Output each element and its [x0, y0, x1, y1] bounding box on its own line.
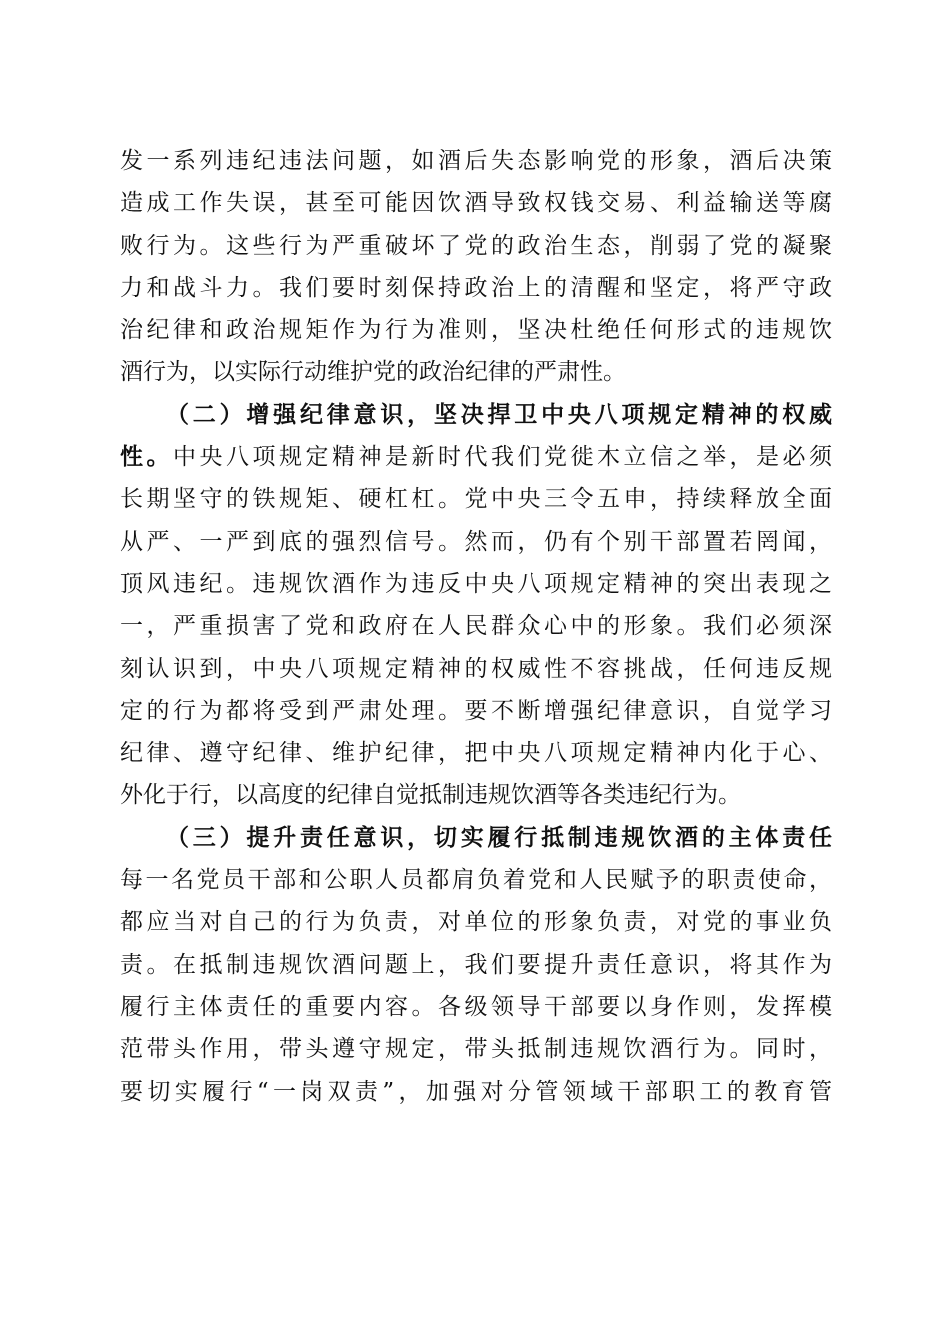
- paragraph-line: 败行为。这些行为严重破坏了党的政治生态，削弱了党的凝聚: [120, 232, 832, 259]
- section-heading-3: （三）提升责任意识，切实履行抵制违规饮酒的主体责任: [166, 823, 832, 851]
- document-body: [120, 140, 832, 1113]
- paragraph-line: 履行主体责任的重要内容。各级领导干部要以身作则，发挥模: [120, 993, 832, 1020]
- paragraph-line: 刻认识到，中央八项规定精神的权威性不容挑战，任何违反规: [120, 655, 832, 682]
- paragraph-line: 发一系列违纪违法问题，如酒后失态影响党的形象，酒后决策: [120, 148, 832, 174]
- paragraph-line: 纪律、遵守纪律、维护纪律，把中央八项规定精神内化于心、: [120, 740, 832, 767]
- paragraph-line: 都应当对自己的行为负责，对单位的形象负责，对党的事业负: [120, 909, 832, 936]
- section-heading-2-end: 性。: [120, 443, 173, 471]
- paragraph-line: 治纪律和政治规矩作为行为准则，坚决杜绝任何形式的违规饮: [120, 317, 832, 344]
- paragraph-text: 中央八项规定精神是新时代我们党徙木立信之举，是必须: [173, 444, 832, 471]
- paragraph-line: [120, 436, 832, 478]
- paragraph-line: 每一名党员干部和公职人员都肩负着党和人民赋予的职责使命，: [120, 867, 832, 894]
- paragraph-line: 顶风违纪。违规饮酒作为违反中央八项规定精神的突出表现之: [120, 570, 832, 597]
- paragraph-line: 责。在抵制违规饮酒问题上，我们要提升责任意识，将其作为: [120, 951, 832, 978]
- paragraph-line: 长期坚守的铁规矩、硬杠杠。党中央三令五申，持续释放全面: [120, 486, 832, 513]
- paragraph-line: 酒行为，以实际行动维护党的政治纪律的严肃性。: [120, 359, 626, 386]
- paragraph-line: 外化于行，以高度的纪律自觉抵制违规饮酒等各类违纪行为。: [120, 782, 741, 809]
- section-heading-2: （二）增强纪律意识，坚决捍卫中央八项规定精神的权威: [166, 400, 832, 428]
- paragraph-line: 范带头作用，带头遵守规定，带头抵制违规饮酒行为。同时，: [120, 1036, 832, 1063]
- paragraph-line: 力和战斗力。我们要时刻保持政治上的清醒和坚定，将严守政: [120, 274, 832, 301]
- paragraph-line: 造成工作失误，甚至可能因饮酒导致权钱交易、利益输送等腐: [120, 190, 832, 217]
- paragraph-line: 要切实履行“一岗双责”，加强对分管领域干部职工的教育管: [120, 1078, 832, 1105]
- paragraph-line: 从严、一严到底的强烈信号。然而，仍有个别干部置若罔闻，: [120, 528, 832, 555]
- paragraph-line: 定的行为都将受到严肃处理。要不断增强纪律意识，自觉学习: [120, 697, 832, 724]
- paragraph-line: 一，严重损害了党和政府在人民群众心中的形象。我们必须深: [120, 613, 832, 640]
